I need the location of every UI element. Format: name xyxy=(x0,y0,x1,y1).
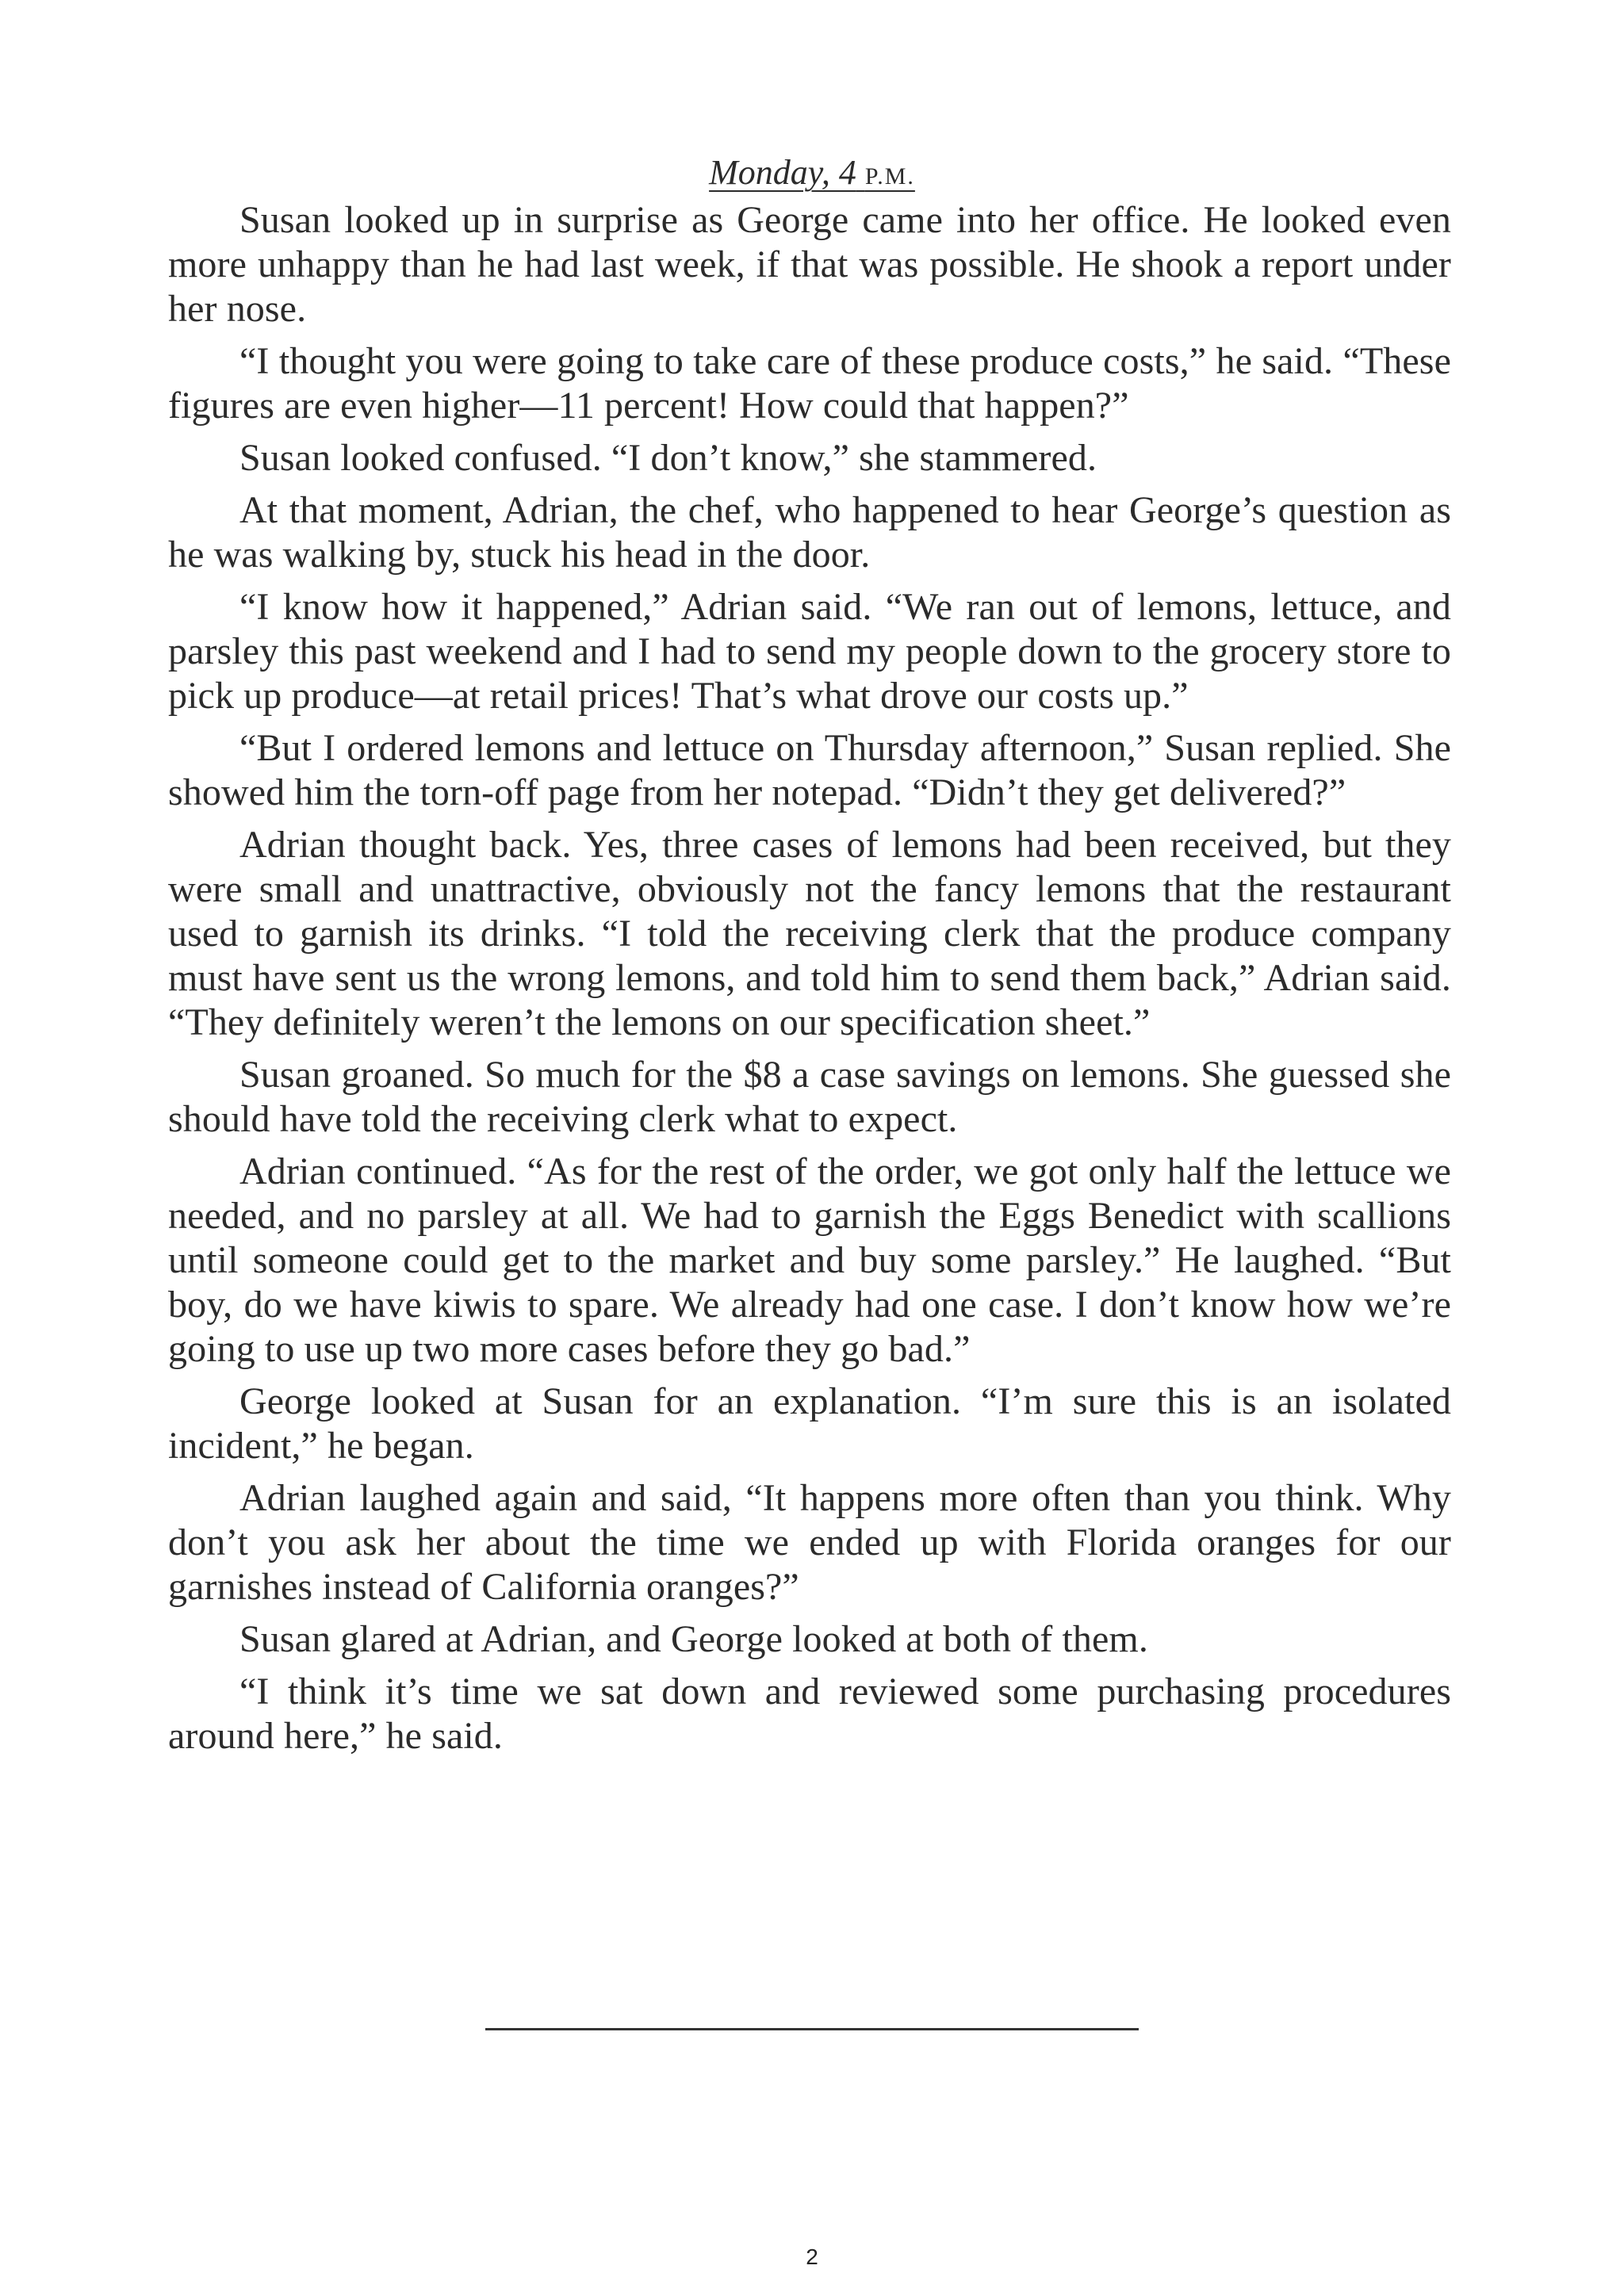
paragraph-2: “I thought you were going to take care of these produce costs,” he said. “These figures are even higher—11 percent! How could that happen?” xyxy=(168,340,1451,427)
paragraph-12: Susan glared at Adrian, and George looked at both of them. xyxy=(239,1618,1148,1660)
paragraph-10: George looked at Susan for an explanation. “I’m sure this is an isolated incident,” he began. xyxy=(168,1380,1451,1467)
section-end-rule xyxy=(485,2028,1139,2030)
paragraph-3: Susan looked confused. “I don’t know,” she stammered. xyxy=(239,437,1097,479)
paragraph-13: “I think it’s time we sat down and reviewed some purchasing procedures around here,” he said. xyxy=(168,1670,1451,1757)
section-heading-text xyxy=(709,153,915,192)
paragraph-4: At that moment, Adrian, the chef, who happened to hear George’s question as he was walking by, stuck his head in the door. xyxy=(168,489,1451,576)
heading-day-time: Monday, 4 xyxy=(709,153,856,192)
paragraph-11: Adrian laughed again and said, “It happens more often than you think. Why don’t you ask her about the time we ended up with Florida oranges for our garnishes instead of California oranges?” xyxy=(168,1477,1451,1608)
paragraph-5: “I know how it happened,” Adrian said. “We ran out of lemons, lettuce, and parsley this past weekend and I had to send my people down to the grocery store to pick up produce—at retail prices! That’s what drove our costs up.” xyxy=(168,586,1451,717)
story-body xyxy=(168,198,1451,1766)
heading-meridiem: P.M. xyxy=(864,163,915,189)
paragraph-1: Susan looked up in surprise as George came into her office. He looked even more unhappy than he had last week, if that was possible. He shook a report under her nose. xyxy=(168,199,1451,330)
paragraph-8: Susan groaned. So much for the $8 a case savings on lemons. She guessed she should have told the receiving clerk what to expect. xyxy=(168,1054,1451,1140)
paragraph-7: Adrian thought back. Yes, three cases of lemons had been received, but they were small and unattractive, obviously not the fancy lemons that the restaurant used to garnish its drinks. “I told the receiving clerk that the produce company must have sent us the wrong lemons, and told him to send them back,” Adrian said. “They definitely weren’t the lemons on our specification sheet.” xyxy=(168,824,1451,1043)
section-heading xyxy=(0,151,1624,199)
page-number: 2 xyxy=(806,2244,818,2269)
paragraph-9: Adrian continued. “As for the rest of the order, we got only half the lettuce we needed, and no parsley at all. We had to garnish the Eggs Benedict with scallions until someone could get to the market and buy some parsley.” He laughed. “But boy, do we have kiwis to spare. We already had one case. I don’t know how we’re going to use up two more cases before they go bad.” xyxy=(168,1150,1451,1370)
paragraph-6: “But I ordered lemons and lettuce on Thursday afternoon,” Susan replied. She showed him the torn-off page from her notepad. “Didn’t they get delivered?” xyxy=(168,727,1451,813)
